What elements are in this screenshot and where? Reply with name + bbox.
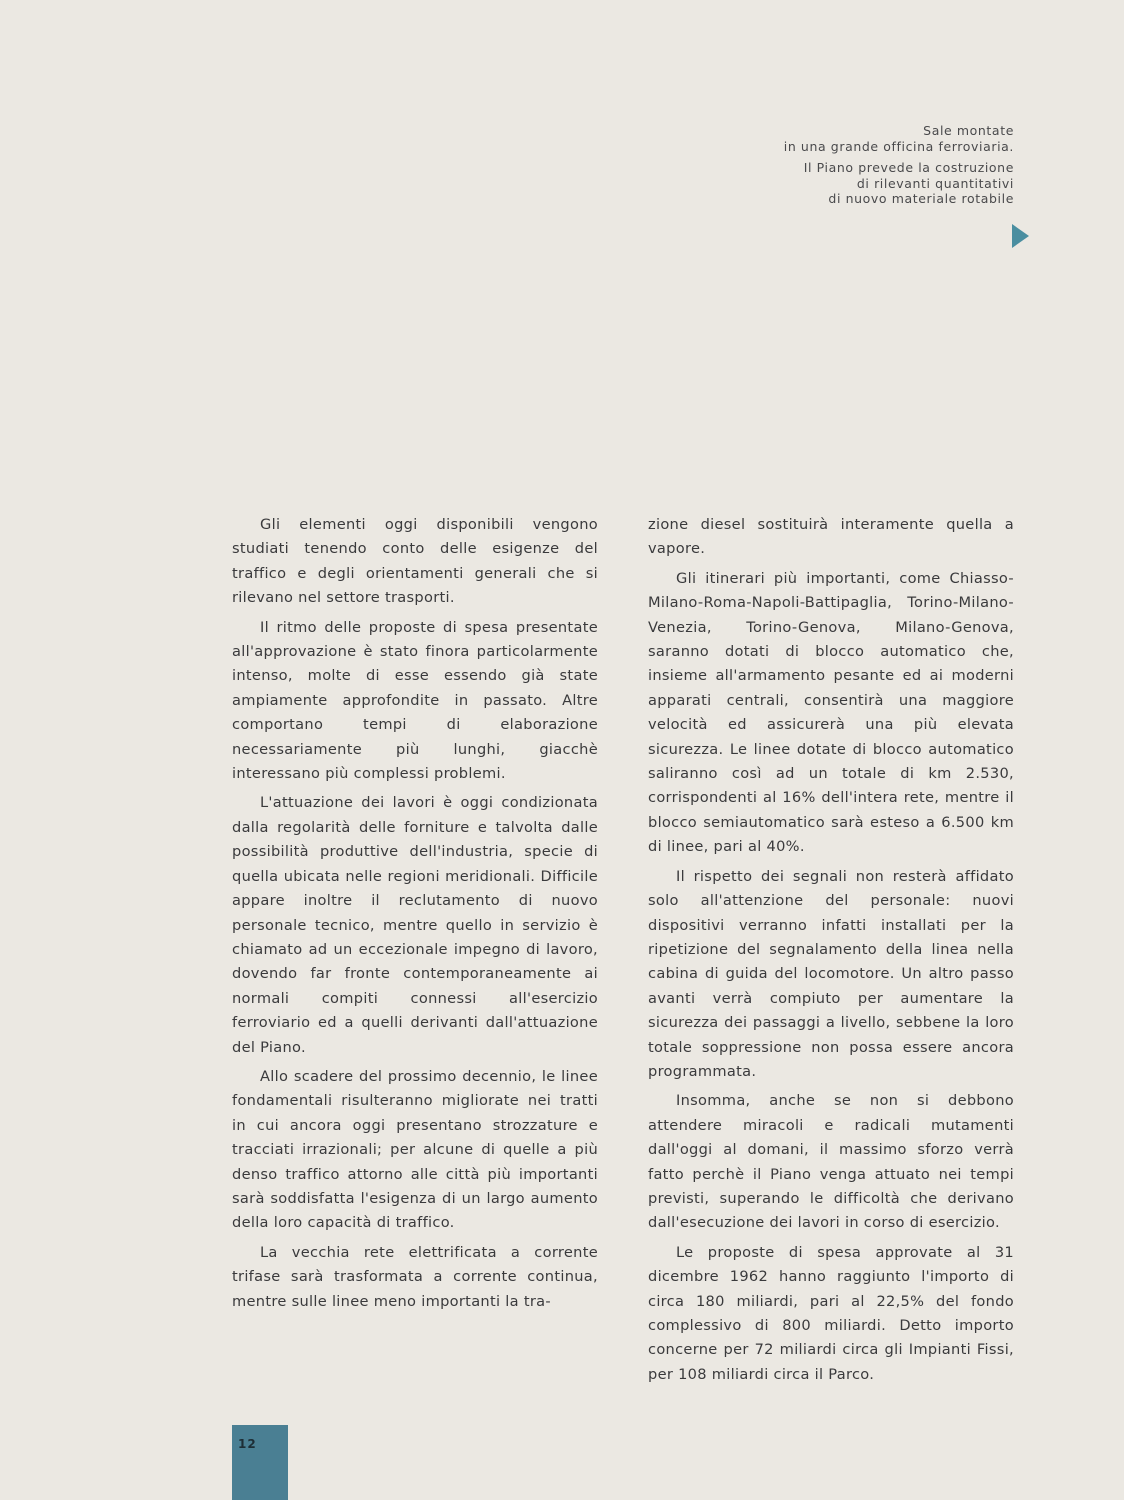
caption-line: Il Piano prevede la costruzione	[803, 160, 1014, 175]
paragraph: Insomma, anche se non si debbono attendere miracoli e radicali mutamenti dall'oggi al domani, il massimo sforzo verrà fatto perchè il Piano venga attuato nei tempi previsti, superando le difficoltà che derivano dall'esecuzione dei lavori in corso di esercizio.	[648, 1092, 1014, 1232]
paragraph: Il rispetto dei segnali non resterà affidato solo all'attenzione del personale: nuovi dispositivi verranno infatti installati per la ripetizione del segnalamento della linea nella cabina di guida del locomotore. Un altro passo avanti verrà compiuto per aumentare la sicurezza dei passaggi a livello, sebbene la loro totale soppressione non possa essere ancora programmata.	[648, 867, 1014, 1080]
paragraph: Gli elementi oggi disponibili vengono studiati tenendo conto delle esigenze del traffico e degli orientamenti generali che si rilevano nel settore trasporti.	[232, 516, 598, 607]
page-number: 12	[238, 1437, 257, 1451]
paragraph: Gli itinerari più importanti, come Chiasso-Milano-Roma-Napoli-Battipaglia, Torino-Milano-Venezia, Torino-Genova, Milano-Genova, saranno dotati di blocco automatico che, insieme all'armamento pesante ed ai moderni apparati centrali, consentirà una maggiore velocità ed assicurerà una più elevata sicurezza. Le linee dotate di blocco automatico saliranno così ad un totale di km 2.530, corrispondenti al 16% dell'intera rete, mentre il blocco semiautomatico sarà esteso a 6.500 km di linee, pari al 40%.	[648, 569, 1014, 856]
paragraph: Il ritmo delle proposte di spesa presentate all'approvazione è stato finora particolarmente intenso, molte di esse essendo già state ampiamente approfondite in passato. Altre comportano tempi di elaborazione necessariamente più lunghi, giacchè interessano più complessi problemi.	[232, 618, 598, 783]
page-number-tab	[232, 1425, 288, 1500]
caption-line: di nuovo materiale rotabile	[828, 191, 1014, 206]
caption-line: di rilevanti quantitativi	[856, 175, 1014, 191]
text-column-right	[648, 513, 1014, 1392]
photo-caption	[714, 123, 1014, 207]
right-arrow-icon	[1012, 224, 1029, 248]
paragraph: L'attuazione dei lavori è oggi condizionata dalla regolarità delle forniture e talvolta dalle possibilità produttive dell'industria, specie di quella ubicata nelle regioni meridionali. Difficile appare inoltre il reclutamento di nuovo personale tecnico, mentre quello in servizio è chiamato ad un eccezionale impegno di lavoro, dovendo far fronte contemporaneamente ai normali compiti connessi all'esercizio ferroviario ed a quelli derivanti dall'attuazione del Piano.	[232, 794, 598, 1056]
paragraph: Allo scadere del prossimo decennio, le linee fondamentali risulteranno migliorate nei tratti in cui ancora oggi presentano strozzature e tracciati irrazionali; per alcune di quelle a più denso traffico attorno alle città più importanti sarà soddisfatta l'esigenza di un largo aumento della loro capacità di traffico.	[232, 1067, 598, 1232]
paragraph: zione diesel sostituirà interamente quella a vapore.	[648, 516, 1014, 558]
paragraph: La vecchia rete elettrificata a corrente trifase sarà trasformata a corrente continua, mentre sulle linee meno importanti la tra-	[232, 1243, 598, 1310]
caption-line: in una grande officina ferroviaria.	[783, 138, 1014, 154]
text-column-left	[232, 513, 598, 1319]
paragraph: Le proposte di spesa approvate al 31 dicembre 1962 hanno raggiunto l'importo di circa 180 miliardi, pari al 22,5% del fondo complessivo di 800 miliardi. Detto importo concerne per 72 miliardi circa gli Impianti Fissi, per 108 miliardi circa il Parco.	[648, 1243, 1014, 1383]
caption-line: Sale montate	[923, 123, 1014, 138]
